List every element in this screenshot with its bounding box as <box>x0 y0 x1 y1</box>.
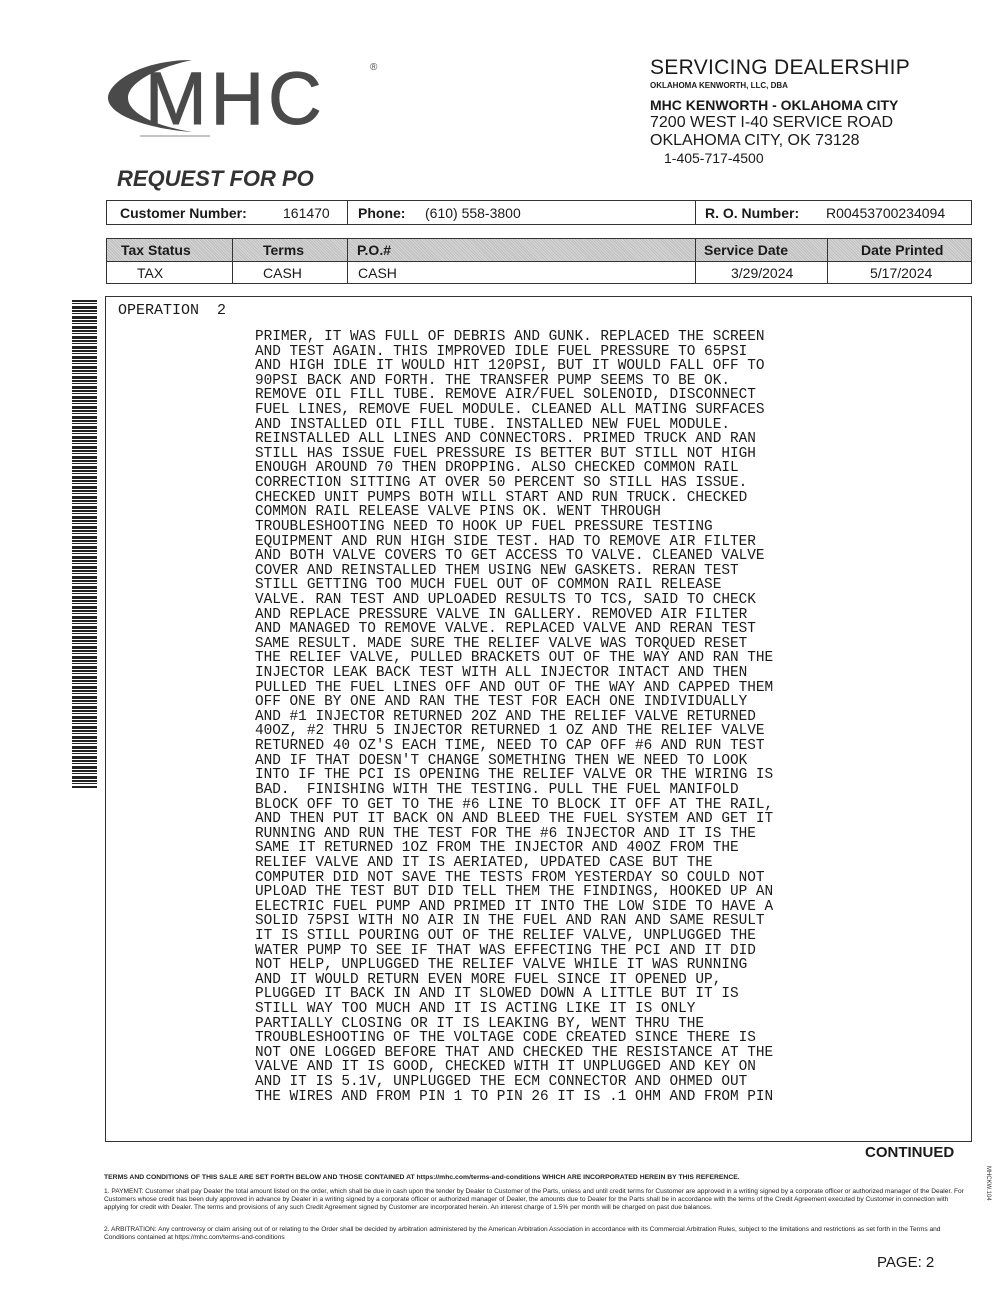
note-line: AND IF THAT DOESN'T CHANGE SOMETHING THEN WE NEED TO LOOK <box>255 752 748 769</box>
ro-number-label: R. O. Number: <box>705 204 800 221</box>
note-line: RUNNING AND RUN THE TEST FOR THE #6 INJECTOR AND IT IS THE <box>255 825 756 842</box>
note-line: CORRECTION SITTING AT OVER 50 PERCENT SO STILL HAS ISSUE. <box>255 475 748 492</box>
details-header-row <box>107 239 971 261</box>
note-line: COMPUTER DID NOT SAVE THE TESTS FROM YESTERDAY SO COULD NOT <box>255 869 765 886</box>
dealership-address-1: 7200 WEST I-40 SERVICE ROAD <box>650 114 894 131</box>
note-line: UPLOAD THE TEST BUT DID TELL THEM THE FINDINGS, HOOKED UP AN <box>255 884 774 901</box>
dealership-address-2: OKLAHOMA CITY, OK 73128 <box>650 132 860 149</box>
dealership-name: MHC KENWORTH - OKLAHOMA CITY <box>650 97 899 113</box>
note-line: ELECTRIC FUEL PUMP AND PRIMED IT INTO THE LOW SIDE TO HAVE A <box>255 898 774 915</box>
note-line: 40OZ, #2 THRU 5 INJECTOR RETURNED 1 OZ AND THE RELIEF VALVE <box>255 723 765 740</box>
customer-number-value: 161470 <box>283 204 330 221</box>
note-line: RELIEF VALVE AND IT IS AERIATED, UPDATED CASE BUT THE <box>255 854 713 871</box>
details-header-service-date: Service Date <box>704 242 789 258</box>
note-line: OFF ONE BY ONE AND RAN THE TEST FOR EACH ONE INDIVIDUALLY <box>255 694 748 711</box>
po-value: CASH <box>358 265 397 281</box>
note-line: REINSTALLED ALL LINES AND CONNECTORS. PRIMED TRUCK AND RAN <box>255 431 756 448</box>
barcode <box>72 300 97 788</box>
note-line: AND REPLACE PRESSURE VALVE IN GALLERY. REMOVED AIR FILTER <box>255 606 748 623</box>
phone-value: (610) 558-3800 <box>425 204 521 221</box>
note-line: AND TEST AGAIN. THIS IMPROVED IDLE FUEL PRESSURE TO 65PSI <box>255 343 748 360</box>
details-header-po: P.O.# <box>357 242 391 258</box>
mhc-logo <box>100 48 390 143</box>
dealership-heading: SERVICING DEALERSHIP <box>650 56 911 79</box>
note-line: AND MANAGED TO REMOVE VALVE. REPLACED VALVE AND RERAN TEST <box>255 621 756 638</box>
note-line: WATER PUMP TO SEE IF THAT WAS EFFECTING THE PCI AND IT DID <box>255 942 756 959</box>
registered-mark: ® <box>370 62 378 73</box>
note-line: FUEL LINES, REMOVE FUEL MODULE. CLEANED ALL MATING SURFACES <box>255 402 765 419</box>
logo-wordmark: MHC <box>145 57 326 140</box>
note-line: AND #1 INJECTOR RETURNED 2OZ AND THE RELIEF VALVE RETURNED <box>255 708 756 725</box>
service-date-value: 3/29/2024 <box>731 265 794 281</box>
dealership-block <box>650 56 980 167</box>
details-value-row <box>107 261 971 284</box>
note-line: INJECTOR LEAK BACK TEST WITH ALL INJECTOR INTACT AND THEN <box>255 665 748 682</box>
note-line: CHECKED UNIT PUMPS BOTH WILL START AND RUN TRUCK. CHECKED <box>255 489 748 506</box>
note-line: AND IT WOULD RETURN EVEN MORE FUEL SINCE IT OPENED UP, <box>255 971 722 988</box>
note-line: 90PSI BACK AND FORTH. THE TRANSFER PUMP SEEMS TO BE OK. <box>255 372 730 389</box>
note-line: NOT ONE LOGGED BEFORE THAT AND CHECKED THE RESISTANCE AT THE <box>255 1044 774 1061</box>
note-line: RETURNED 40 OZ'S EACH TIME, NEED TO CAP OFF #6 AND RUN TEST <box>255 738 765 755</box>
note-line: PRIMER, IT WAS FULL OF DEBRIS AND GUNK. REPLACED THE SCREEN <box>255 329 765 345</box>
note-line: AND IT IS 5.1V, UNPLUGGED THE ECM CONNECTOR AND OHMED OUT <box>255 1074 748 1091</box>
note-line: TROUBLESHOOTING OF THE VOLTAGE CODE CREATED SINCE THERE IS <box>255 1030 756 1047</box>
note-line: NOT HELP, UNPLUGGED THE RELIEF VALVE WHILE IT WAS RUNNING <box>255 957 748 974</box>
customer-number-label: Customer Number: <box>120 204 247 221</box>
note-line: COVER AND REINSTALLED THEM USING NEW GASKETS. RERAN TEST <box>255 562 739 579</box>
note-line: THE WIRES AND FROM PIN 1 TO PIN 26 IT IS .1 OHM AND FROM PIN <box>255 1088 774 1105</box>
note-line: ENOUGH AROUND 70 THEN DROPPING. ALSO CHECKED COMMON RAIL <box>255 460 739 477</box>
details-header-date-printed: Date Printed <box>861 242 944 258</box>
note-line: REMOVE OIL FILL TUBE. REMOVE AIR/FUEL SOLENOID, DISCONNECT <box>255 387 756 404</box>
note-line: VALVE AND IT IS GOOD, CHECKED WITH IT UNPLUGGED AND KEY ON <box>255 1059 756 1076</box>
note-line: SAME IT RETURNED 1OZ FROM THE INJECTOR AND 40OZ FROM THE <box>255 840 739 857</box>
note-line: PULLED THE FUEL LINES OFF AND OUT OF THE WAY AND CAPPED THEM <box>255 679 774 696</box>
note-line: STILL HAS ISSUE FUEL PRESSURE IS BETTER BUT STILL NOT HIGH <box>255 445 756 462</box>
note-line: VALVE. RAN TEST AND UPLOADED RESULTS TO TCS, SAID TO CHECK <box>255 591 756 608</box>
note-line: BLOCK OFF TO GET TO THE #6 LINE TO BLOCK IT OFF AT THE RAIL, <box>255 796 774 813</box>
ro-number-value: R00453700234094 <box>826 204 946 221</box>
continued-label: CONTINUED <box>865 1144 955 1161</box>
terms-payment: 1. PAYMENT: Customer shall pay Dealer the total amount listed on the order, which shall be due in cash upon the tender by Dealer to Customer of the Parts, unless and until credit terms for Customer are approved in a writing signed by a corporate officer or authorized manager of the Dealer. For Customers whose credit has been duly approved in advance by Dealer in a writing signed by a corporate officer or authorized manager of Dealer, the amounts due to Dealer for the Parts shall be in accordance with the terms of the Credit Agreement executed by Customer in connection with applying for credit with Dealer. The terms and provisions of any such Credit Agreement signed by Customer are incorporated herein. An interest charge of 1.5% per month will be charged on past due balances. <box>104 1188 964 1211</box>
dealership-legal-name: OKLAHOMA KENWORTH, LLC, DBA <box>650 81 788 90</box>
terms-value: CASH <box>263 265 302 281</box>
details-header-tax-status: Tax Status <box>121 242 191 258</box>
note-line: AND INSTALLED OIL FILL TUBE. INSTALLED NEW FUEL MODULE. <box>255 416 730 433</box>
note-line: COMMON RAIL RELEASE VALVE PINS OK. WENT THROUGH <box>255 504 661 521</box>
date-printed-value: 5/17/2024 <box>870 265 933 281</box>
note-line: THE RELIEF VALVE, PULLED BRACKETS OUT OF THE WAY AND RAN THE <box>255 650 774 667</box>
note-line: TROUBLESHOOTING NEED TO HOOK UP FUEL PRESSURE TESTING <box>255 518 713 535</box>
dealership-phone: 1-405-717-4500 <box>664 150 764 166</box>
note-line: AND HIGH IDLE IT WOULD HIT 120PSI, BUT IT WOULD FALL OFF TO <box>255 358 765 375</box>
note-line: EQUIPMENT AND RUN HIGH SIDE TEST. HAD TO REMOVE AIR FILTER <box>255 533 756 550</box>
page-title: REQUEST FOR PO <box>117 166 314 191</box>
form-code: MHCKW.104 <box>985 1166 991 1201</box>
note-line: STILL GETTING TOO MUCH FUEL OUT OF COMMON RAIL RELEASE <box>255 577 722 594</box>
operation-label: OPERATION 2 <box>118 302 227 319</box>
tax-status-value: TAX <box>137 265 164 281</box>
customer-info-row <box>106 200 972 225</box>
note-line: SOLID 75PSI WITH NO AIR IN THE FUEL AND RAN AND SAME RESULT <box>255 913 765 930</box>
note-line: PLUGGED IT BACK IN AND IT SLOWED DOWN A LITTLE BUT IT IS <box>255 986 739 1003</box>
terms-arbitration: 2. ARBITRATION: Any controversy or claim arising out of or relating to the Order shall be decided by arbitration administered by the American Arbitration Association in accordance with its Commercial Arbitration Rules, subject to the limitations and restrictions as set forth in the Terms and Conditions contained at https://mhc.com/terms-and-conditions <box>104 1226 941 1241</box>
note-line: STILL WAY TOO MUCH AND IT IS ACTING LIKE IT IS ONLY <box>255 1001 696 1018</box>
operation-notes <box>255 330 955 1104</box>
note-line: BAD. FINISHING WITH THE TESTING. PULL THE FUEL MANIFOLD <box>255 781 739 798</box>
phone-label: Phone: <box>358 204 406 221</box>
note-line: AND THEN PUT IT BACK ON AND BLEED THE FUEL SYSTEM AND GET IT <box>255 811 774 828</box>
page-number: PAGE: 2 <box>877 1254 935 1271</box>
note-line: INTO IF THE PCI IS OPENING THE RELIEF VALVE OR THE WIRING IS <box>255 767 774 784</box>
note-line: IT IS STILL POURING OUT OF THE RELIEF VALVE, UNPLUGGED THE <box>255 927 756 944</box>
note-line: PARTIALLY CLOSING OR IT IS LEAKING BY, WENT THRU THE <box>255 1015 705 1032</box>
note-line: AND BOTH VALVE COVERS TO GET ACCESS TO VALVE. CLEANED VALVE <box>255 548 765 565</box>
note-line: SAME RESULT. MADE SURE THE RELIEF VALVE WAS TORQUED RESET <box>255 635 748 652</box>
terms-heading: TERMS AND CONDITIONS OF THIS SALE ARE SET FORTH BELOW AND THOSE CONTAINED AT https://mhc.com/terms-and-conditions WHICH ARE INCORPORATED HEREIN BY THIS REFERENCE. <box>104 1174 740 1181</box>
details-header-terms: Terms <box>263 242 304 258</box>
order-details-table <box>106 238 972 284</box>
